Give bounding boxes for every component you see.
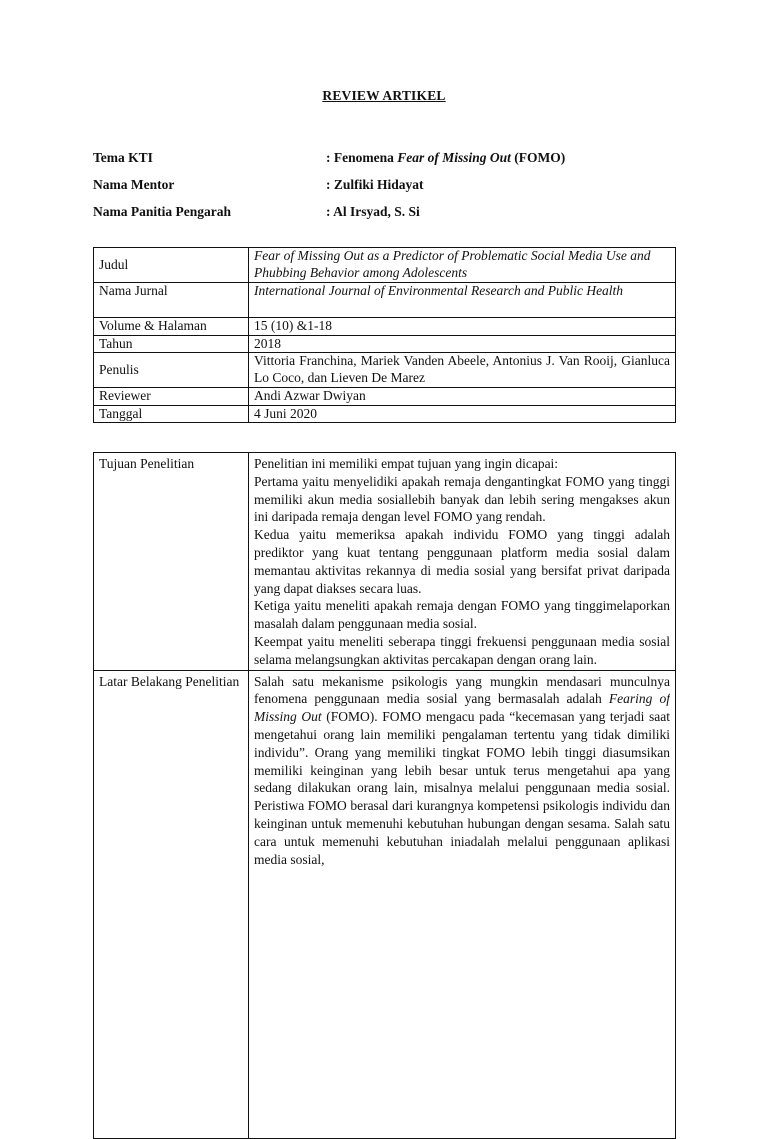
table-row — [94, 353, 676, 388]
row-label-reviewer: Reviewer — [94, 388, 249, 406]
row-label-tanggal: Tanggal — [94, 405, 249, 423]
table-row — [94, 388, 676, 406]
meta-label-mentor: Nama Mentor — [93, 177, 175, 192]
row-label-latar: Latar Belakang Penelitian — [94, 670, 249, 1138]
table-row — [94, 248, 676, 283]
document-title-text: REVIEW ARTIKEL — [322, 88, 446, 103]
latar-paragraph: Salah satu mekanisme psikologis yang mungkin mendasari munculnya fenomena penggunaan media sosial yang bermasalah adalah Fearing of Missing Out (FOMO). FOMO mengacu pada “kecemasan yang terjadi saat mengetahui orang lain memiliki pengalaman tertentu yang tidak dimiliki individu”. Orang yang memiliki tingkat FOMO lebih tinggi diasumsikan memiliki keinginan yang lebih besar untuk terus mengetahui apa yang sedang dilakukan orang lain, misalnya melalui penggunaan media sosial. Peristiwa FOMO berasal dari kurangnya kompetensi psikologis individu dan keinginan untuk memenuhi kebutuhan hubungan dengan sesama. Salah satu cara untuk memenuhi kebutuhan iniadalah melalui penggunaan aplikasi media sosial, — [254, 673, 670, 867]
row-value-jurnal: International Journal of Environmental Research and Public Health — [249, 283, 676, 318]
meta-value-tema: : Fenomena Fear of Missing Out (FOMO) — [326, 150, 566, 165]
row-label-tahun: Tahun — [94, 335, 249, 353]
row-value-reviewer: Andi Azwar Dwiyan — [249, 388, 676, 406]
table-row — [94, 318, 676, 336]
row-value-latar — [249, 670, 676, 1138]
tujuan-paragraph: Ketiga yaitu meneliti apakah remaja dengan FOMO yang tinggimelaporkan masalah dalam penggunaan media sosial. — [254, 598, 670, 632]
row-label-penulis: Penulis — [94, 353, 249, 388]
row-label-judul: Judul — [94, 248, 249, 283]
table-row — [94, 670, 676, 1138]
tujuan-paragraph: Penelitian ini memiliki empat tujuan yang ingin dicapai: — [254, 456, 559, 471]
tujuan-paragraph: Pertama yaitu menyelidiki apakah remaja dengantingkat FOMO yang tinggi memiliki akun media sosiallebih banyak dan lebih sering mengakses akun ini daripada remaja dengan level FOMO yang rendah. — [254, 473, 670, 525]
meta-value-panitia: : Al Irsyad, S. Si — [326, 204, 420, 219]
table-row — [94, 335, 676, 353]
row-value-tujuan — [249, 453, 676, 671]
row-label-tujuan: Tujuan Penelitian — [94, 453, 249, 671]
row-value-penulis: Vittoria Franchina, Mariek Vanden Abeele, Antonius J. Van Rooij, Gianluca Lo Coco, dan Lieven De Marez — [249, 353, 676, 388]
table-row — [94, 453, 676, 671]
review-content-table — [93, 452, 676, 1139]
row-label-jurnal: Nama Jurnal — [94, 283, 249, 318]
meta-label-tema: Tema KTI — [93, 150, 153, 165]
row-value-tanggal: 4 Juni 2020 — [249, 405, 676, 423]
tujuan-paragraph: Keempat yaitu meneliti seberapa tinggi frekuensi penggunaan media sosial selama melangsungkan aktivitas percakapan dengan orang lain. — [254, 633, 670, 667]
article-info-table — [93, 247, 676, 423]
row-label-volume: Volume & Halaman — [94, 318, 249, 336]
row-value-judul: Fear of Missing Out as a Predictor of Problematic Social Media Use and Phubbing Behavior among Adolescents — [249, 248, 676, 283]
row-value-tahun: 2018 — [249, 335, 676, 353]
row-value-volume: 15 (10) &1-18 — [249, 318, 676, 336]
meta-label-panitia: Nama Panitia Pengarah — [93, 204, 231, 219]
table-row — [94, 405, 676, 423]
table-row — [94, 283, 676, 318]
document-title — [0, 88, 768, 104]
meta-value-mentor: : Zulfiki Hidayat — [326, 177, 424, 192]
tujuan-paragraph: Kedua yaitu memeriksa apakah individu FOMO yang tinggi adalah prediktor yang kuat tentang penggunaan platform media sosial dalam memantau aktivitas rekannya di media sosial yang bersifat privat daripada yang dapat diakses secara luas. — [254, 527, 670, 596]
